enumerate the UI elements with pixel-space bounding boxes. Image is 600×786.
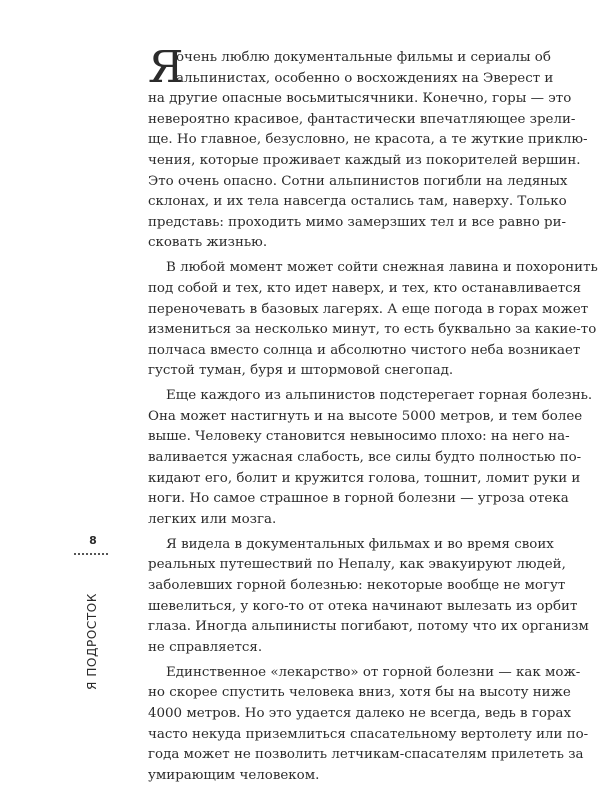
running-title: Я ПОДРОСТОК [85, 593, 99, 690]
text-line: глаза. Иногда альпинисты погибают, потому что их организм [148, 619, 589, 635]
text-line: заболевших горной болезнью: некоторые вообще не могут [148, 578, 566, 594]
text-line: выше. Человеку становится невыносимо плохо: на него на- [148, 429, 570, 445]
text-line: Единственное «лекарство» от горной болезни — как мож- [166, 664, 581, 680]
text-line: измениться за несколько минут, то есть буквально за какие-то [148, 322, 597, 338]
body-text [148, 42, 598, 786]
paragraph-3 [148, 386, 593, 530]
text-line: ноги. Но самое страшное в горной болезни — угроза отека [148, 491, 569, 507]
text-line: Она может настигнуть и на высоте 5000 метров, и тем более [148, 408, 583, 424]
paragraph-1 [148, 42, 588, 254]
text-line: густой туман, буря и штормовой снегопад. [148, 363, 454, 379]
text-line: 4000 метров. Но это удается далеко не всегда, ведь в горах [148, 705, 572, 721]
text-line: представь: проходить мимо замерзших тел и все равно ри- [148, 214, 567, 230]
paragraph-2 [148, 258, 598, 382]
text-line: легких или мозга. [148, 511, 277, 527]
text-line: альпинистах, особенно о восхождениях на Эверест и [176, 70, 554, 86]
text-line: ще. Но главное, безусловно, не красота, а те жуткие приклю- [148, 132, 588, 148]
text-line: валивается ужасная слабость, все силы будто полностью по- [148, 450, 582, 466]
text-line: чения, которые проживает каждый из покорителей вершин. [148, 152, 581, 168]
page-number: 8 [89, 534, 97, 547]
text-line: но скорее спустить человека вниз, хотя бы на высоту ниже [148, 685, 571, 701]
page-number-divider [74, 553, 108, 555]
text-line: Я видела в документальных фильмах и во время своих [166, 536, 554, 552]
paragraph-5 [148, 663, 589, 786]
paragraph-4 [148, 535, 589, 659]
text-line: на другие опасные восьмитысячники. Конечно, горы — это [148, 91, 572, 107]
text-line: В любой момент может сойти снежная лавина и похоронить [166, 260, 598, 276]
text-line: склонах, и их тела навсегда остались там, наверху. Только [148, 194, 567, 210]
text-line: умирающим человеком. [148, 767, 320, 783]
drop-cap: Я [148, 42, 184, 93]
text-line: кидают его, болит и кружится голова, тошнит, ломит руки и [148, 470, 581, 486]
text-line: Еще каждого из альпинистов подстерегает горная болезнь. [166, 388, 593, 404]
text-line: шевелиться, у кого-то от отека начинают вылезать из орбит [148, 598, 578, 614]
text-line: очень люблю документальные фильмы и сериалы об [176, 50, 551, 65]
text-line: невероятно красивое, фантастически впечатляющее зрели- [148, 111, 576, 127]
text-line: года может не позволить летчикам-спасателям прилететь за [148, 747, 584, 763]
text-line: под собой и тех, кто идет наверх, и тех, кто останавливается [148, 280, 582, 296]
text-line: сковать жизнью. [148, 235, 268, 251]
text-line: Это очень опасно. Сотни альпинистов погибли на ледяных [148, 173, 568, 189]
text-line: не справляется. [148, 639, 263, 655]
text-line: реальных путешествий по Непалу, как эвакуируют людей, [148, 557, 566, 573]
text-line: часто некуда приземлиться спасательному вертолету или по- [148, 726, 589, 742]
text-line: полчаса вместо солнца и абсолютно чистого неба возникает [148, 342, 581, 358]
text-line: переночевать в базовых лагерях. А еще погода в горах может [148, 301, 589, 317]
